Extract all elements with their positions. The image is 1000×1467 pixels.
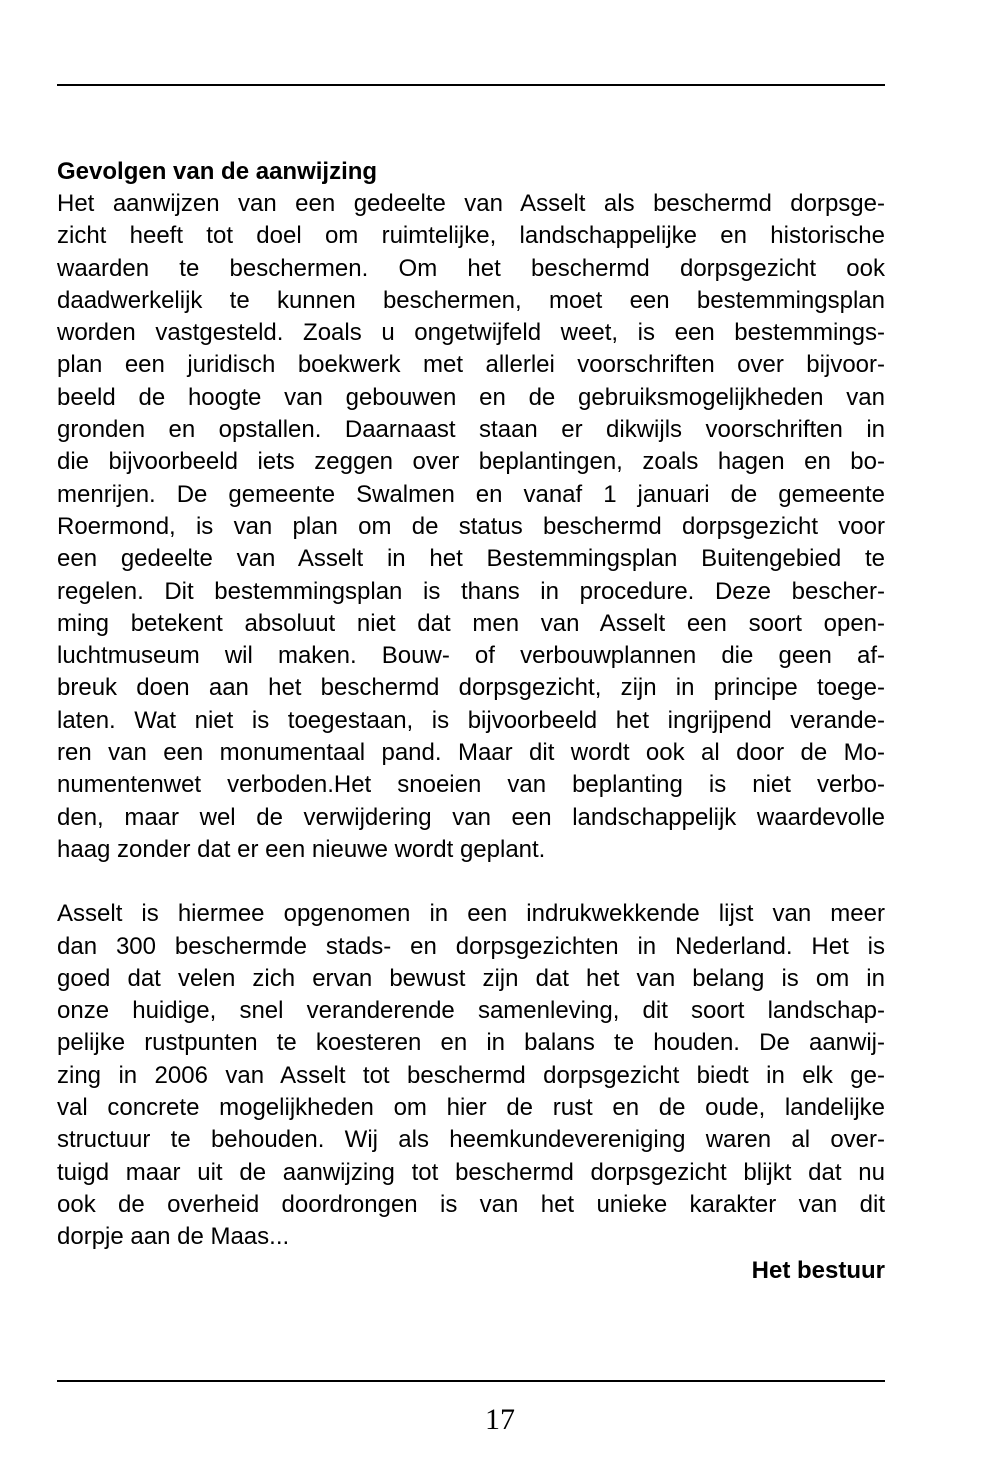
paragraph-1 (57, 188, 885, 866)
text-line: laten. Wat niet is toegestaan, is bijvoorbeeld het ingrijpend verande- (57, 706, 885, 734)
text-line: een gedeelte van Asselt in het Bestemmingsplan Buitengebied te (57, 545, 885, 573)
text-line: onze huidige, snel veranderende samenleving, dit soort landschap- (57, 997, 885, 1025)
text-line: ming betekent absoluut niet dat men van Asselt een soort open- (57, 609, 885, 637)
text-line: daadwerkelijk te kunnen beschermen, moet een bestemmingsplan (57, 286, 885, 314)
text-line: Roermond, is van plan om de status beschermd dorpsgezicht voor (57, 512, 885, 540)
bottom-rule (57, 1380, 885, 1382)
text-line: waarden te beschermen. Om het beschermd dorpsgezicht ook (57, 254, 885, 282)
text-line: zing in 2006 van Asselt tot beschermd dorpsgezicht biedt in elk ge- (57, 1061, 885, 1089)
text-line: dan 300 beschermde stads- en dorpsgezichten in Nederland. Het is (57, 932, 885, 960)
text-line: den, maar wel de verwijdering van een landschappelijk waardevolle (57, 803, 885, 831)
text-line: structuur te behouden. Wij als heemkundevereniging waren al over- (57, 1126, 885, 1154)
text-line: gronden en opstallen. Daarnaast staan er dikwijls voorschriften in (57, 416, 885, 444)
page-number: 17 (485, 1403, 515, 1436)
text-line: breuk doen aan het beschermd dorpsgezicht, zijn in principe toege- (57, 674, 885, 702)
text-line: pelijke rustpunten te koesteren en in balans te houden. De aanwij- (57, 1029, 885, 1057)
text-line: luchtmuseum wil maken. Bouw- of verbouwplannen die geen af- (57, 642, 885, 670)
text-line: dorpje aan de Maas... (57, 1223, 290, 1251)
signature: Het bestuur (751, 1257, 885, 1284)
text-line: goed dat velen zich ervan bewust zijn dat het van belang is om in (57, 964, 885, 992)
text-line: menrijen. De gemeente Swalmen en vanaf 1 januari de gemeente (57, 480, 885, 508)
text-line: plan een juridisch boekwerk met allerlei voorschriften over bijvoor- (57, 351, 885, 379)
section-heading: Gevolgen van de aanwijzing (57, 158, 378, 185)
text-line: val concrete mogelijkheden om hier de rust en de oude, landelijke (57, 1094, 885, 1122)
text-line: ook de overheid doordrongen is van het unieke karakter van dit (57, 1190, 885, 1218)
text-line: Het aanwijzen van een gedeelte van Asselt als beschermd dorpsge- (57, 190, 885, 217)
text-line: beeld de hoogte van gebouwen en de gebruiksmogelijkheden van (57, 383, 885, 411)
top-rule (57, 84, 885, 86)
text-line: tuigd maar uit de aanwijzing tot beschermd dorpsgezicht blijkt dat nu (57, 1158, 885, 1186)
text-line: regelen. Dit bestemmingsplan is thans in procedure. Deze bescher- (57, 577, 885, 605)
text-line: zicht heeft tot doel om ruimtelijke, landschappelijke en historische (57, 222, 885, 250)
paragraph-2 (57, 898, 885, 1253)
text-line: ren van een monumentaal pand. Maar dit wordt ook al door de Mo- (57, 739, 885, 767)
text-line: worden vastgesteld. Zoals u ongetwijfeld weet, is een bestemmings- (57, 319, 885, 347)
text-line: haag zonder dat er een nieuwe wordt geplant. (57, 835, 546, 863)
article-body (57, 156, 885, 1254)
text-line: Asselt is hiermee opgenomen in een indrukwekkende lijst van meer (57, 900, 885, 928)
text-line: die bijvoorbeeld iets zeggen over beplantingen, zoals hagen en bo- (57, 448, 885, 476)
text-line: numentenwet verboden.Het snoeien van beplanting is niet verbo- (57, 771, 885, 799)
